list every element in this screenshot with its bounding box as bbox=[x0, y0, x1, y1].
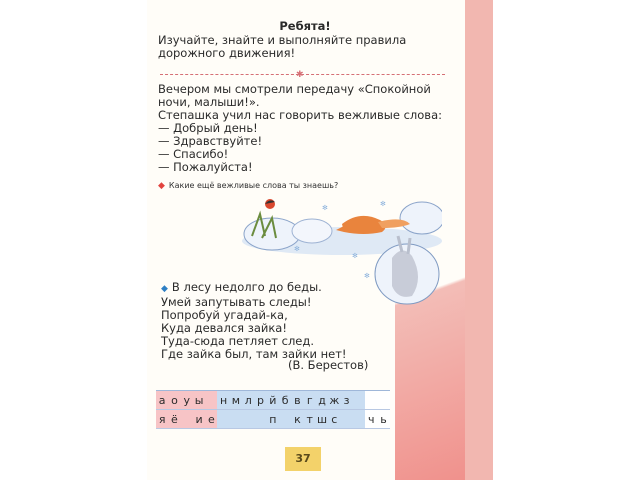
alphabet-grid bbox=[156, 390, 390, 429]
poem-author: (В. Берестов) bbox=[288, 358, 369, 372]
svg-text:✻: ✻ bbox=[294, 245, 300, 253]
letter-cell: и bbox=[193, 410, 205, 429]
page-edge bbox=[465, 0, 493, 480]
letter-cell: ч bbox=[365, 410, 377, 429]
alphabet-row-1 bbox=[156, 391, 390, 410]
letter-cell bbox=[377, 391, 389, 410]
page-title: Ребята! bbox=[279, 19, 331, 33]
question-line bbox=[158, 179, 338, 193]
poem-line-text: В лесу недолго до беды. bbox=[171, 280, 322, 294]
letter-cell: а bbox=[156, 391, 168, 410]
poem-line: Туда-сюда петляет след. bbox=[161, 334, 314, 348]
letter-cell: у bbox=[181, 391, 193, 410]
story-text bbox=[158, 83, 450, 174]
poem-line: Попробуй угадай-ка, bbox=[161, 308, 288, 322]
letter-cell bbox=[353, 410, 365, 429]
svg-text:✻: ✻ bbox=[380, 200, 386, 208]
winter-forest-illustration bbox=[232, 196, 442, 321]
polite-phrase: — Спасибо! bbox=[158, 147, 229, 161]
letter-cell: ь bbox=[377, 410, 389, 429]
letter-cell bbox=[254, 410, 266, 429]
poem-line: Умей запутывать следы! bbox=[161, 295, 312, 309]
svg-text:✻: ✻ bbox=[322, 204, 328, 212]
letter-cell: г bbox=[304, 391, 316, 410]
polite-phrase: — Пожалуйста! bbox=[158, 160, 253, 174]
letter-cell: т bbox=[304, 410, 316, 429]
letter-cell: е bbox=[205, 410, 217, 429]
letter-cell: в bbox=[291, 391, 303, 410]
question-text: Какие ещё вежливые слова ты знаешь? bbox=[168, 181, 339, 190]
letter-cell: ё bbox=[168, 410, 180, 429]
letter-cell bbox=[353, 391, 365, 410]
svg-text:✻: ✻ bbox=[352, 252, 358, 260]
letter-cell: н bbox=[217, 391, 229, 410]
svg-text:✻: ✻ bbox=[364, 272, 370, 280]
letter-cell: к bbox=[291, 410, 303, 429]
letter-cell bbox=[340, 410, 352, 429]
polite-phrase: — Здравствуйте! bbox=[158, 134, 263, 148]
letter-cell bbox=[279, 410, 291, 429]
letter-cell: я bbox=[156, 410, 168, 429]
letter-cell: о bbox=[168, 391, 180, 410]
blue-diamond-icon: ◆ bbox=[161, 284, 168, 294]
polite-phrase: — Добрый день! bbox=[158, 121, 258, 135]
letter-cell: м bbox=[230, 391, 242, 410]
divider-star-icon: ✱ bbox=[296, 70, 304, 80]
letter-cell: д bbox=[316, 391, 328, 410]
background-left bbox=[0, 0, 150, 480]
letter-cell: р bbox=[254, 391, 266, 410]
page-number: 37 bbox=[285, 447, 321, 471]
letter-cell: й bbox=[267, 391, 279, 410]
rules-text: Изучайте, знайте и выполняйте правила дорожного движения! bbox=[158, 33, 407, 60]
red-diamond-icon: ◆ bbox=[158, 181, 165, 191]
story-line: Вечером мы смотрели передачу «Спокойной ночи, малыши!». bbox=[158, 82, 431, 109]
letter-cell bbox=[365, 391, 377, 410]
poem-line: Куда девался зайка! bbox=[161, 321, 287, 335]
letter-cell: ж bbox=[328, 391, 340, 410]
letter-cell: ы bbox=[193, 391, 205, 410]
letter-cell: з bbox=[340, 391, 352, 410]
alphabet-row-2 bbox=[156, 410, 390, 429]
letter-cell bbox=[230, 410, 242, 429]
letter-cell: л bbox=[242, 391, 254, 410]
letter-cell: б bbox=[279, 391, 291, 410]
letter-cell: п bbox=[267, 410, 279, 429]
letter-cell bbox=[181, 410, 193, 429]
poem-line: Где зайка был, там зайки нет! bbox=[161, 347, 347, 361]
letter-cell: ш bbox=[316, 410, 328, 429]
letter-cell bbox=[242, 410, 254, 429]
story-line: Степашка учил нас говорить вежливые слова: bbox=[158, 108, 442, 122]
letter-cell bbox=[205, 391, 217, 410]
letter-cell: с bbox=[328, 410, 340, 429]
letter-cell bbox=[217, 410, 229, 429]
